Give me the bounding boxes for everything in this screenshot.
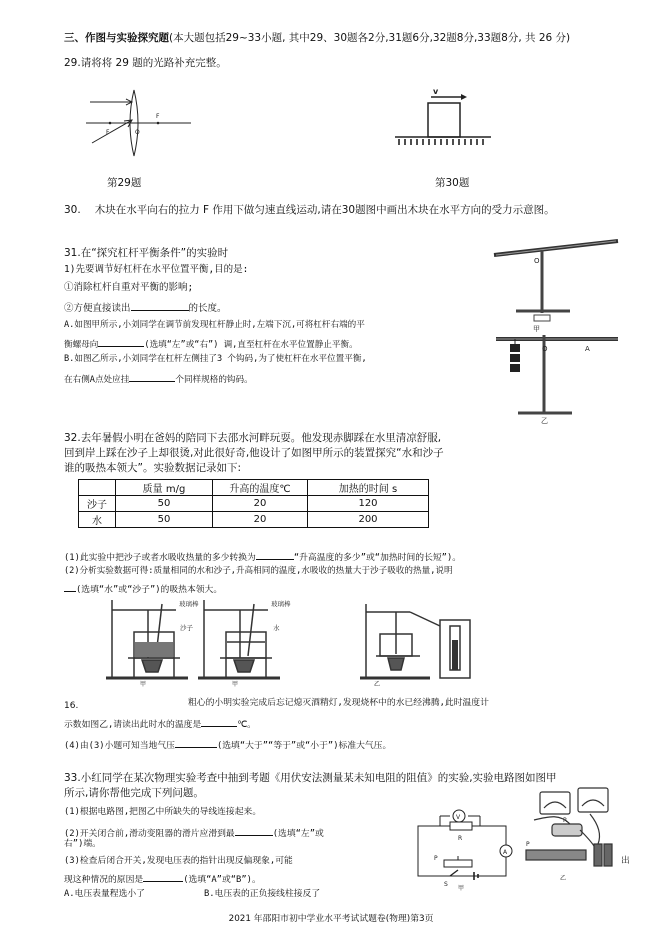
apparatus-thermometer: [360, 604, 470, 678]
pivot-label-1: O: [534, 257, 540, 265]
fig-jia-label: 甲: [533, 325, 540, 333]
table-row: 水 50 20 200: [79, 512, 429, 528]
q31-line-4: A.如图甲所示,小刘同学在调节前发现杠杆静止时,左端下沉,可将杠杆右端的平: [64, 320, 365, 330]
q31-blank-direction[interactable]: [98, 335, 144, 347]
q32-sub-3a: 粗心的小明实验完成后忘记熄灭酒精灯,发现烧杯中的水已经沸腾,此时温度计: [188, 698, 489, 708]
q32-line-2: 回到岸上踩在沙子上却很烫,对此很好奇,他设计了如图甲所示的装置探究“水和沙子: [64, 447, 444, 459]
q31-line-3: ②方便直接读出 的长度。: [64, 299, 227, 315]
q33-sub-3c: 现这种情况的原因是 (选填“A”或“B”)。: [64, 870, 261, 887]
jia-label-1: 甲: [140, 681, 147, 688]
q33-sub-2: (2)开关闭合前,滑动变阻器的滑片应滑到最 (选填“左”或: [64, 824, 324, 841]
q32-blank-2[interactable]: [64, 580, 76, 592]
table-row: 沙子 50 20 120: [79, 496, 429, 512]
jia-label-2: 甲: [232, 681, 239, 688]
q33-sub-3b: 出: [621, 856, 630, 866]
q31-line-2: ①消除杠杆自重对平衡的影响;: [64, 282, 194, 293]
water-label: 水: [273, 624, 280, 632]
focus-left-label: F: [106, 129, 110, 136]
ammeter-device: [540, 792, 570, 814]
resistor-device-label: R: [563, 817, 568, 824]
focus-right-label: F: [156, 113, 160, 120]
wooden-block: [428, 103, 460, 137]
fig-yi-label: 乙: [541, 417, 548, 425]
q31-line-7: 在右侧A点处应挂 个同样规格的钩码。: [64, 370, 253, 387]
point-a-label: A: [585, 345, 590, 353]
q31-title: 31.在“探究杠杆平衡条件”的实验时: [64, 247, 229, 259]
q30-number: 30.: [64, 204, 81, 216]
q33-sub-3a: (3)检查后闭合开关,发现电压表的指针出现反偏现象,可能: [64, 856, 293, 866]
page-footer: 2021 年邵阳市初中学业水平考试试题卷(物理)第3页: [228, 914, 434, 924]
q29-caption: 第29题: [107, 177, 142, 189]
slider-label: P: [434, 855, 438, 862]
q32-blank-4[interactable]: [175, 736, 217, 748]
resistor-symbol: [450, 822, 472, 830]
q29-text: 29.请将将 29 题的光路补充完整。: [64, 57, 227, 69]
q33-blank-2[interactable]: [143, 870, 183, 882]
pivot-label-2: O: [542, 345, 548, 353]
jia-label-33: 甲: [458, 885, 465, 892]
q33-option-a[interactable]: A.电压表量程选小了: [64, 889, 145, 899]
q33-option-b[interactable]: B.电压表的正负接线柱接反了: [204, 889, 321, 899]
voltmeter-label: V: [456, 814, 461, 821]
q32-sub-3-num: 16.: [64, 701, 79, 711]
q33-sub-1: (1)根据电路图,把图乙中所缺失的导线连接起来。: [64, 807, 262, 817]
q32-sub-1: (1)此实验中把沙子或者水吸收热量的多少转换为 “升高温度的多少”或“加热时间的长短”)。: [64, 548, 461, 565]
rheostat-symbol: [444, 860, 472, 867]
lever-yi: [496, 335, 618, 425]
q32-line-3: 谁的吸热本领大”。实验数据记录如下:: [64, 462, 241, 474]
table-header-row: 质量 m/g 升高的温度℃ 加热的时间 s: [79, 480, 429, 496]
yi-label-33: 乙: [560, 875, 567, 882]
q29-lens-figure: [86, 88, 196, 153]
q33-line-1: 33.小红同学在某次物理实验考查中抽到考题《用伏安法测量某未知电阻的阻值》的实验,实验电路图如图甲: [64, 772, 557, 784]
q31-line-5: 衡螺母向 (选填“左”或“右”) 调,直至杠杆在水平位置静止平衡。: [64, 335, 358, 352]
ammeter-label: A: [503, 849, 508, 856]
q31-line-1: 1)先要调节好杠杆在水平位置平衡,目的是:: [64, 264, 249, 275]
q32-blank-3[interactable]: [201, 715, 237, 727]
stir-rod-label-2: 玻璃棒: [271, 600, 291, 608]
q30-block-figure: [395, 88, 495, 150]
resistor-device: [552, 824, 582, 836]
stir-rod-label-1: 玻璃棒: [179, 600, 199, 608]
q31-lever-figure: [490, 237, 622, 425]
q32-sub-3b: 示数如图乙,请读出此时水的温度是 ℃。: [64, 715, 256, 732]
q33-line-2: 所示,请你帮他完成下列问题。: [64, 787, 204, 799]
q32-apparatus-figure: [104, 596, 474, 688]
lever-jia: [494, 241, 618, 333]
q33-physical-circuit: [520, 780, 620, 890]
q32-sub-4: (4)由(3)小题可知当地气压 (选填“大于”“等于”或“小于”)标准大气压。: [64, 736, 391, 753]
ground-hatching: [399, 139, 483, 145]
slider-device-label: P: [526, 841, 530, 848]
switch-label: S: [444, 881, 448, 888]
section-desc: (本大题包括29~33小题, 其中29、30题各2分,31题6分,32题8分,33题8分, 共 26 分): [169, 32, 571, 44]
q32-sub-2: (2)分析实验数据可得:质量相同的水和沙子,升高相同的温度,水吸收的热量大于沙子吸收的热量,说明: [64, 566, 453, 576]
rheostat-device: [526, 850, 586, 860]
resistor-label: R: [458, 835, 463, 842]
optical-center-label: O: [135, 129, 140, 136]
q32-blank-1[interactable]: [256, 548, 294, 560]
sand-label: 沙子: [180, 624, 193, 632]
section-heading: [64, 31, 570, 45]
section-title: 三、作图与实验探究题: [64, 32, 169, 44]
q30-question: [64, 203, 555, 217]
q30-text: 木块在水平向右的拉力 F 作用下做匀速直线运动,请在30题图中画出木块在水平方向的受力示意图。: [94, 204, 555, 216]
q33-sub-2c: 右”)端。: [64, 839, 101, 849]
apparatus-sand: [106, 600, 188, 678]
q33-circuit-diagram: [414, 808, 514, 890]
q31-blank-length[interactable]: [131, 299, 189, 311]
q32-sub-2b: (选填“水”或“沙子”)的吸热本领大。: [64, 580, 222, 597]
q30-caption: 第30题: [435, 177, 470, 189]
q31-line-6: B.如图乙所示,小刘同学在杠杆左侧挂了3 个钩码,为了使杠杆在水平位置平衡,: [64, 354, 367, 364]
circuit-loop: [418, 826, 506, 876]
q32-data-table: [78, 479, 429, 528]
apparatus-water: [198, 600, 280, 678]
q31-blank-count[interactable]: [129, 370, 175, 382]
yi-label: 乙: [374, 681, 381, 688]
q33-blank-1[interactable]: [235, 824, 273, 836]
velocity-label: v: [433, 87, 439, 96]
q32-line-1: 32.去年暑假小明在爸妈的陪同下去邵水河畔玩耍。他发现赤脚踩在水里清凉舒服,: [64, 432, 442, 444]
